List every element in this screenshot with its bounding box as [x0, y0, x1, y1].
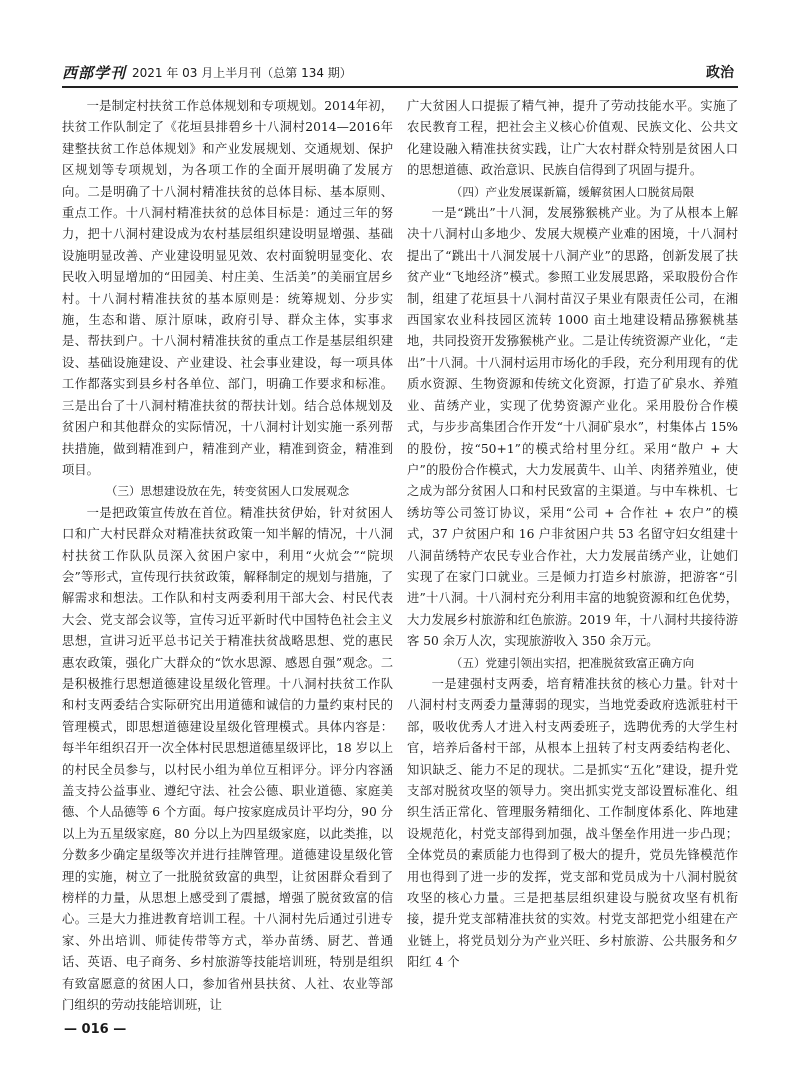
paragraph: 一是“跳出”十八洞，发展猕猴桃产业。为了从根本上解决十八洞村山多地少、发展大规模产业难的困境，十八洞村提出了“跳出十八洞发展十八洞产业”的思路，创新发展了扶贫产业“飞地经济”模式。参照工业发展思路，采取股份合作制，组建了花垣县十八洞村苗汉子果业有限责任公司，在湘西国家农业科技园区流转 1000 亩土地建设精品猕猴桃基地，共同投资开发猕猴桃产业。二是让传统资源产业化，“走出”十八洞。十八洞村运用市场化的手段，充分利用现有的优质水资源、生物资源和传统文化资源，打造了矿泉水、养殖业、苗绣产业，实现了优势资源产业化。采用股份合作模式，与步步高集团合作开发“十八洞矿泉水”，村集体占 15% 的股份，按“50+1”的模式给村里分红。采用“散户 + 大户”的股份合作模式，大力发展黄牛、山羊、肉猪养殖业，使之成为部分贫困人口和村民致富的主渠道。与中车株机、七绣坊等公司签订协议，采用“公司 + 合作社 + 农户”的模式，37 户贫困户和 16 户非贫困户共 53 名留守妇女组建十八洞苗绣特产农民专业合作社，大力发展苗绣产业，让她们实现了在家门口就业。三是倾力打造乡村旅游，把游客“引进”十八洞。十八洞村充分利用丰富的地貌资源和红色优势，大力发展乡村旅游和红色旅游。2019 年，十八洞村共接待游客 50 余万人次，实现旅游收入 350 余万元。 [407, 206, 738, 649]
page-number: — 016 — [64, 1022, 127, 1037]
issue-info: 2021 年 03 月上半月刊（总第 134 期） [132, 66, 352, 80]
left-column [62, 96, 393, 1016]
subheading: （三）思想建设放在先，转变贫困人口发展观念 [105, 484, 350, 499]
journal-logo: 西部学刊 [62, 64, 127, 82]
section-title: 政治 [706, 65, 734, 81]
paragraph: 一是制定村扶贫工作总体规划和专项规划。2014年初，扶贫工作队制定了《花垣县排碧乡十八洞村2014—2016年建整扶贫工作总体规划》和产业发展规划、交通规划、保护区规划等专项规划，为各项工作的全面开展明确了发展方向。二是明确了十八洞村精准扶贫的总体目标、基本原则、重点工作。十八洞村精准扶贫的总体目标是：通过三年的努力，把十八洞村建设成为农村基层组织建设明显增强、基础设施明显改善、产业建设明显见效、农村面貌明显变化、农民收入明显增加的“田园美、村庄美、生活美”的美丽宜居乡村。十八洞村精准扶贫的基本原则是：统筹规划、分步实施，生态和谐、原汁原味，政府引导、群众主体，实事求是、帮扶到户。十八洞村精准扶贫的重点工作是基层组织建设、基础设施建设、产业建设、社会事业建设，每一项具体工作都落实到县乡村各单位、部门，明确工作要求和标准。三是出台了十八洞村精准扶贫的帮扶计划。结合总体规划及贫困户和其他群众的实际情况，十八洞村计划实施一系列帮扶措施，做到精准到户，精准到产业，精准到资金，精准到项目。 [62, 99, 393, 477]
subheading: （五）党建引领出实招，把准脱贫致富正确方向 [450, 655, 695, 670]
paragraph: 一是把政策宣传放在首位。精准扶贫伊始，针对贫困人口和广大村民群众对精准扶贫政策一知半解的情况，十八洞村扶贫工作队队员深入贫困户家中，利用“火炕会”“院坝会”等形式，宣传现行扶贫政策，解释制定的规划与措施，了解需求和想法。工作队和村支两委利用干部大会、村民代表大会、党支部会议等，宣传习近平新时代中国特色社会主义思想，宣讲习近平总书记关于精准扶贫战略思想、党的惠民惠农政策，强化广大群众的“饮水思源、感恩自强”观念。二是积极推行思想道德建设星级化管理。十八洞村扶贫工作队和村支两委结合实际研究出用道德和诚信的力量约束村民的管理模式，即思想道德建设星级化管理模式。具体内容是：每半年组织召开一次全体村民思想道德星级评比，18 岁以上的村民全员参与，以村民小组为单位互相评分。评分内容涵盖支持公益事业、遵纪守法、社会公德、职业道德、家庭美德、个人品德等 6 个方面。每户按家庭成员计平均分，90 分以上为五星级家庭，80 分以上为四星级家庭，以此类推，以分数多少确定星级等次并进行挂牌管理。道德建设星级化管理的实施，树立了一批脱贫致富的典型，让贫困群众看到了榜样的力量，从思想上感受到了震撼，增强了脱贫致富的信心。三是大力推进教育培训工程。十八洞村先后通过引进专家、外出培训、师徒传带等方式，举办苗绣、厨艺、普通话、英语、电子商务、乡村旅游等技能培训班，特别是组织有致富愿意的贫困人口，参加省州县扶贫、人社、农业等部门组织的劳动技能培训班，让 [62, 505, 393, 1013]
right-column [407, 96, 738, 974]
subheading: （四）产业发展谋新篇，缓解贫困人口脱贫局限 [450, 184, 695, 199]
page-header [62, 58, 738, 88]
paragraph: 一是建强村支两委，培育精准扶贫的核心力量。针对十八洞村村支两委力量薄弱的现实，当地党委政府选派驻村干部，吸收优秀人才进入村支两委班子，选聘优秀的大学生村官，培养后备村干部，从根本上扭转了村支两委结构老化、知识缺乏、能力不足的现状。二是抓实“五化”建设，提升党支部对脱贫攻坚的领导力。突出抓实党支部设置标准化、组织生活正常化、管理服务精细化、工作制度体系化、阵地建设规范化，村党支部得到加强，战斗堡垒作用进一步凸现；全体党员的素质能力也得到了极大的提升，党员先锋模范作用也得到了进一步的发挥，党支部和党员成为十八洞村脱贫攻坚的核心力量。三是把基层组织建设与脱贫攻坚有机衔接，提升党支部精准扶贫的实效。村党支部把党小组建在产业链上，将党员划分为产业兴旺、乡村旅游、公共服务和夕阳红 4 个 [407, 676, 738, 970]
paragraph-continued: 广大贫困人口提振了精气神，提升了劳动技能水平。实施了农民教育工程，把社会主义核心价值观、民族文化、公共文化建设融入精准扶贫实践，让广大农村群众特别是贫困人口的思想道德、政治意识、民族自信得到了巩固与提升。 [407, 99, 738, 178]
